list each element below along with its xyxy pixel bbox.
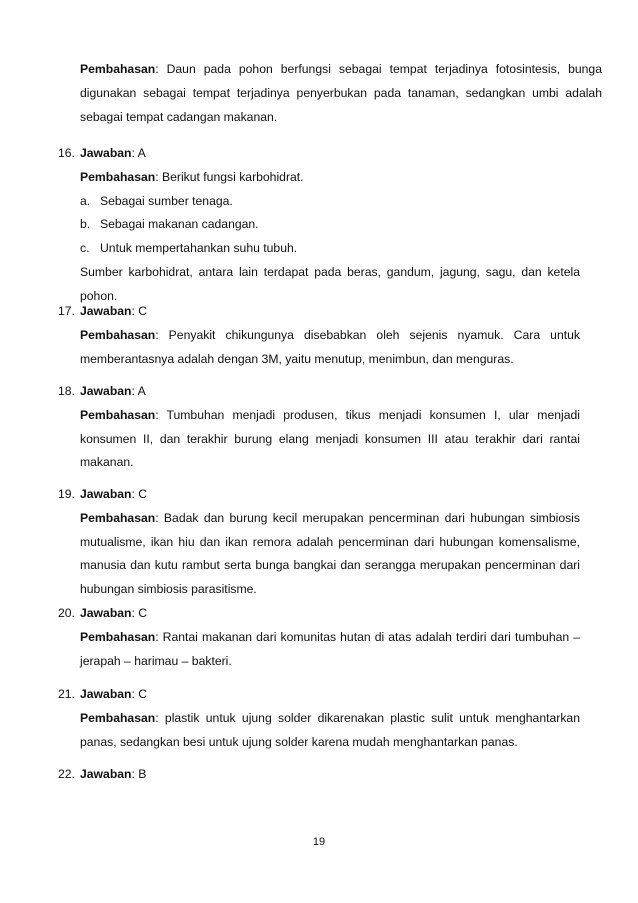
answer-line <box>58 300 580 324</box>
answer-value: : C <box>131 304 148 318</box>
discussion-label: Pembahasan <box>80 169 156 184</box>
discussion-text: : plastik untuk ujung solder dikarenakan plastic sulit untuk menghantarkan panas, sedangkan besi untuk ujung solder karena mudah menghantarkan panas. <box>80 710 580 749</box>
discussion-paragraph <box>58 707 580 755</box>
list-item <box>58 213 580 237</box>
discussion-label: Pembahasan <box>80 629 156 644</box>
discussion-label: Pembahasan <box>80 510 156 525</box>
answer-value: : C <box>131 687 148 701</box>
discussion-paragraph <box>58 404 580 475</box>
answer-line <box>58 763 580 787</box>
answer-line <box>58 483 580 507</box>
list-label: a. <box>80 193 91 208</box>
page-number: 19 <box>312 836 326 848</box>
answer-value: : A <box>131 146 146 160</box>
answer-value: : B <box>131 767 147 781</box>
answer-item-18 <box>58 380 580 475</box>
list-text: Sebagai makanan cadangan. <box>100 217 259 232</box>
answer-line <box>58 683 580 707</box>
answer-value: : C <box>131 487 148 501</box>
answer-label: Jawaban <box>80 606 132 620</box>
answer-line <box>58 142 580 166</box>
intro-label: Pembahasan <box>80 62 156 76</box>
discussion-label: Pembahasan <box>80 407 156 422</box>
list-text: Sebagai sumber tenaga. <box>100 193 233 208</box>
intro-text: : Daun pada pohon berfungsi sebagai tempat terjadinya fotosintesis, bunga digunakan sebagai tempat terjadinya penyerbukan pada tanaman, sedangkan umbi adalah sebagai tempat cadangan makanan. <box>80 62 602 124</box>
discussion-text: : Badak dan burung kecil merupakan pencerminan dari hubungan simbiosis mutualisme, ikan hiu dan ikan remora adalah pencerminan dari hubungan komensalisme, manusia dan kutu rambut serta bunga bangkai dan serangga merupakan pencerminan dari hubungan simbiosis parasitisme. <box>80 510 580 597</box>
after-list-text: Sumber karbohidrat, antara lain terdapat pada beras, gandum, jagung, sagu, dan ketela pohon. <box>80 264 580 303</box>
answer-item-17 <box>58 300 580 371</box>
answer-label: Jawaban <box>80 687 132 701</box>
discussion-label: Pembahasan <box>80 710 156 725</box>
item-number: 16. <box>58 146 75 160</box>
answer-value: : A <box>131 384 146 398</box>
answer-item-22 <box>58 763 580 787</box>
answer-value: : C <box>131 606 148 620</box>
item-number: 22. <box>58 767 75 781</box>
discussion-text: : Rantai makanan dari komunitas hutan di atas adalah terdiri dari tumbuhan – jerapah – harimau – bakteri. <box>80 629 580 668</box>
list-text: Untuk mempertahankan suhu tubuh. <box>100 241 298 256</box>
intro-paragraph <box>58 58 602 129</box>
answer-label: Jawaban <box>80 487 132 501</box>
item-number: 17. <box>58 304 75 318</box>
list-item <box>58 190 580 214</box>
discussion-paragraph <box>58 507 580 602</box>
list-label: b. <box>80 217 91 232</box>
list-item <box>58 237 580 261</box>
discussion-paragraph <box>58 626 580 674</box>
discussion-label: Pembahasan <box>80 327 156 342</box>
answer-label: Jawaban <box>80 767 132 781</box>
discussion-line <box>58 166 580 190</box>
discussion-paragraph <box>58 324 580 372</box>
answer-label: Jawaban <box>80 304 132 318</box>
answer-item-21 <box>58 683 580 754</box>
answer-label: Jawaban <box>80 384 132 398</box>
answer-item-20 <box>58 602 580 673</box>
discussion-text: : Penyakit chikungunya disebabkan oleh sejenis nyamuk. Cara untuk memberantasnya adalah dengan 3M, yaitu menutup, menimbun, dan menguras. <box>80 327 580 366</box>
item-number: 20. <box>58 606 75 620</box>
discussion-text: : Berikut fungsi karbohidrat. <box>155 169 304 184</box>
answer-item-16 <box>58 142 580 309</box>
answer-item-19 <box>58 483 580 602</box>
answer-line <box>58 380 580 404</box>
item-number: 21. <box>58 687 75 701</box>
discussion-text: : Tumbuhan menjadi produsen, tikus menjadi konsumen I, ular menjadi konsumen II, dan terakhir burung elang menjadi konsumen III atau terakhir dari rantai makanan. <box>80 407 580 470</box>
item-number: 18. <box>58 384 75 398</box>
answer-label: Jawaban <box>80 146 132 160</box>
item-number: 19. <box>58 487 75 501</box>
list-label: c. <box>80 241 90 256</box>
answer-line <box>58 602 580 626</box>
